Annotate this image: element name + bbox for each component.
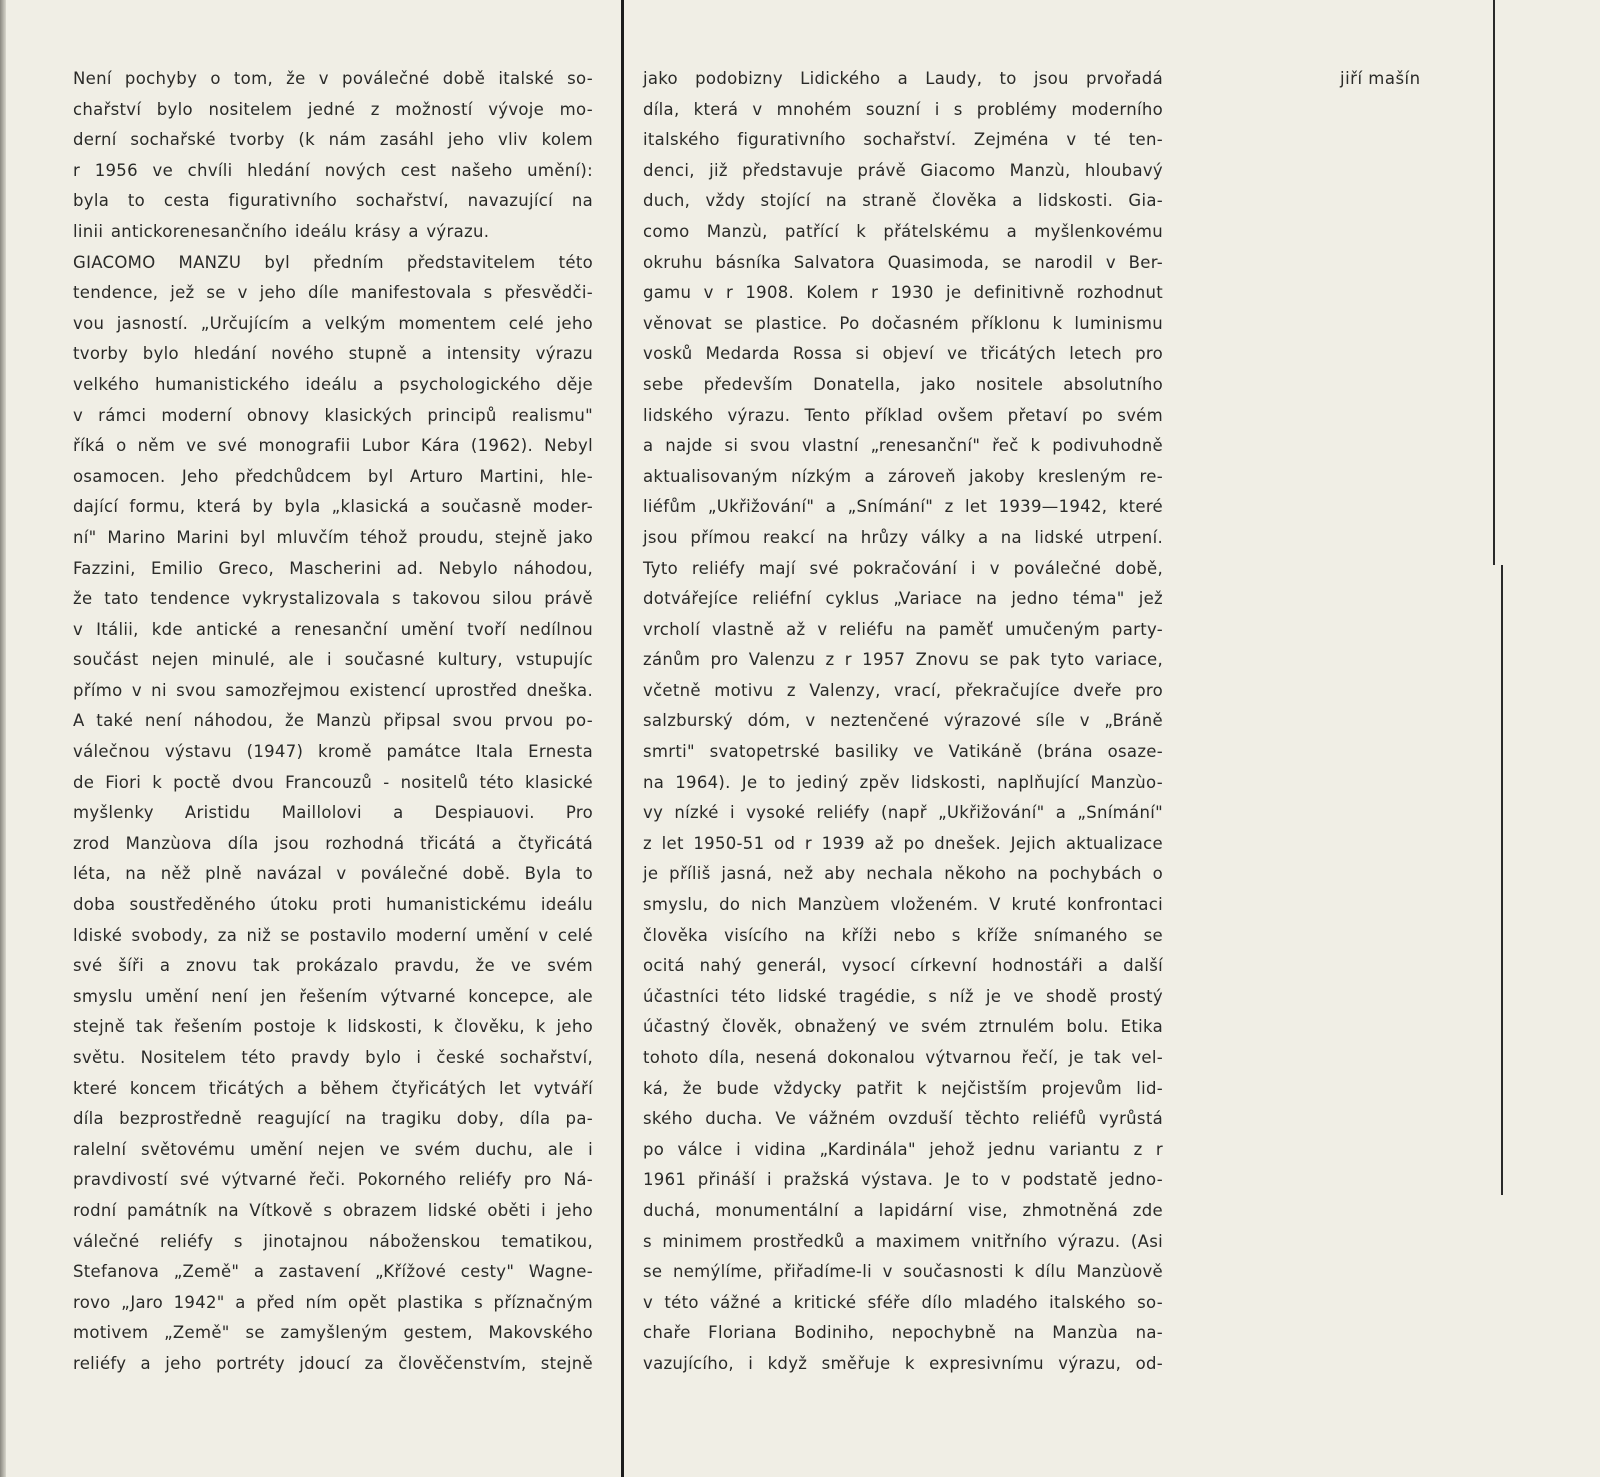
text-line: aktualisovaným nízkým a zároveň jakoby kresleným re- xyxy=(643,466,1163,486)
text-line: ká, že bude vždycky patřit k nejčistším projevům lid- xyxy=(643,1078,1163,1098)
text-line: se nemýlíme, přiřadíme-li v současnosti k dílu Manzùově xyxy=(643,1262,1163,1282)
text-line: Tyto reliéfy mají své pokračování i v poválečné době, xyxy=(643,558,1163,578)
text-line: salzburský dóm, v neztenčené výrazové síle v „Bráně xyxy=(643,711,1163,731)
text-line: A také není náhodou, že Manzù připsal svou prvou po- xyxy=(73,711,593,731)
text-line: že tato tendence vykrystalizovala s takovou silou právě xyxy=(73,589,593,609)
text-line: které koncem třicátých a během čtyřicátých let vytváří xyxy=(73,1078,593,1098)
text-line: z let 1950-51 od r 1939 až po dnešek. Jejich aktualizace xyxy=(643,833,1163,853)
text-line: vosků Medarda Rossa si objeví ve třicátých letech pro xyxy=(643,344,1163,364)
text-line: účastný člověk, obnažený ve svém ztrnulém bolu. Etika xyxy=(643,1017,1163,1037)
text-line: myšlenky Aristidu Maillolovi a Despiauovi. Pro xyxy=(73,803,593,823)
text-line: denci, již představuje právě Giacomo Manzù, hloubavý xyxy=(643,160,1163,180)
text-line: byla to cesta figurativního sochařství, navazující na xyxy=(73,191,593,211)
text-line: lidského výrazu. Tento příklad ovšem přetaví po svém xyxy=(643,405,1163,425)
text-line: ralelní světovému umění nejen ve svém duchu, ale i xyxy=(73,1139,593,1159)
text-line: zrod Manzùova díla jsou rozhodná třicátá a čtyřicátá xyxy=(73,833,593,853)
text-line: chařství bylo nositelem jedné z možností vývoje mo- xyxy=(73,99,593,119)
text-line: motivem „Země" se zamyšleným gestem, Makovského xyxy=(73,1323,593,1343)
text-line: velkého humanistického ideálu a psychologického děje xyxy=(73,374,593,394)
text-line: liéfům „Ukřižování" a „Snímání" z let 1939—1942, které xyxy=(643,497,1163,517)
text-line: ní" Marino Marini byl mluvčím téhož proudu, stejně jako xyxy=(73,527,593,547)
text-line: účastníci této lidské tragédie, s níž je ve shodě prostý xyxy=(643,986,1163,1006)
text-line: dající formu, která by byla „klasická a současně moder- xyxy=(73,497,593,517)
text-line: vrcholí vlastně až v reliéfu na paměť umučeným party- xyxy=(643,619,1163,639)
text-line: italského figurativního sochařství. Zejména v té ten- xyxy=(643,130,1163,150)
text-line: jsou přímou reakcí na hrůzy války a na lidské utrpení. xyxy=(643,527,1163,547)
text-line: věnovat se plastice. Po dočasném příklonu k luminismu xyxy=(643,313,1163,333)
text-line: rovo „Jaro 1942" a před ním opět plastika s příznačným xyxy=(73,1292,593,1312)
text-line: reliéfy a jeho portréty jdoucí za člověčenstvím, stejně xyxy=(73,1353,593,1373)
text-line: 1961 přináší i pražská výstava. Je to v podstatě jedno- xyxy=(643,1170,1163,1190)
text-line: v této vážné a kritické sféře dílo mladého italského so- xyxy=(643,1292,1163,1312)
text-line: válečné reliéfy s jinotajnou náboženskou tematikou, xyxy=(73,1231,593,1251)
text-line: tvorby bylo hledání nového stupně a intensity výrazu xyxy=(73,344,593,364)
text-line: r 1956 ve chvíli hledání nových cest našeho umění): xyxy=(73,160,593,180)
text-line: sebe především Donatella, jako nositele absolutního xyxy=(643,374,1163,394)
text-line: přímo v ni svou samozřejmou existencí uprostřed dneška. xyxy=(73,680,593,700)
text-line: GIACOMO MANZU byl předním představitelem této xyxy=(73,252,593,272)
margin-rule-upper xyxy=(1493,0,1495,565)
text-line: tendence, jež se v jeho díle manifestovala s přesvědči- xyxy=(73,283,593,303)
text-line: duchá, monumentální a lapidární vise, zhmotněná zde xyxy=(643,1200,1163,1220)
text-line: chaře Floriana Bodiniho, nepochybně na Manzùa na- xyxy=(643,1323,1163,1343)
margin-rule-lower xyxy=(1501,565,1503,1195)
page-edge-shadow xyxy=(0,0,6,1477)
text-line: zánům pro Valenzu z r 1957 Znovu se pak tyto variace, xyxy=(643,650,1163,670)
text-line: válečnou výstavu (1947) kromě památce Itala Ernesta xyxy=(73,742,593,762)
text-line: říká o něm ve své monografii Lubor Kára (1962). Nebyl xyxy=(73,436,593,456)
text-line: člověka visícího na kříži nebo s kříže snímaného se xyxy=(643,925,1163,945)
page-spine-divider xyxy=(621,0,624,1477)
author-name: jiří mašín xyxy=(1340,69,1421,88)
text-line: jako podobizny Lidického a Laudy, to jsou prvořadá xyxy=(643,69,1163,88)
text-line: součást nejen minulé, ale i současné kultury, vstupujíc xyxy=(73,650,593,670)
text-line: díla bezprostředně reagující na tragiku doby, díla pa- xyxy=(73,1109,593,1129)
text-line: smrti" svatopetrské basiliky ve Vatikáně (brána osaze- xyxy=(643,742,1163,762)
right-text-column xyxy=(643,64,1163,1380)
text-line: a najde si svou vlastní „renesanční" řeč k podivuhodně xyxy=(643,436,1163,456)
text-line: světu. Nositelem této pravdy bylo i české sochařství, xyxy=(73,1048,593,1067)
text-line: v rámci moderní obnovy klasických principů realismu" xyxy=(73,405,593,425)
text-line: linii antickorenesančního ideálu krásy a výrazu. xyxy=(73,221,490,241)
text-line: Fazzini, Emilio Greco, Mascherini ad. Nebylo náhodou, xyxy=(73,558,593,578)
text-line: ldiské svobody, za niž se postavilo moderní umění v celé xyxy=(73,925,593,945)
left-text-column xyxy=(73,64,593,1380)
text-line: včetně motivu z Valenzy, vrací, překračujíce dveře pro xyxy=(643,680,1163,700)
text-line: doba soustředěného útoku proti humanistickému ideálu xyxy=(73,895,593,915)
text-line: gamu v r 1908. Kolem r 1930 je definitivně rozhodnut xyxy=(643,283,1163,303)
text-line: v Itálii, kde antické a renesanční umění tvoří nedílnou xyxy=(73,619,593,639)
text-line: okruhu básníka Salvatora Quasimoda, se narodil v Ber- xyxy=(643,252,1163,272)
text-line: léta, na něž plně navázal v poválečné době. Byla to xyxy=(73,864,593,884)
text-line: po válce i vidina „Kardinála" jehož jednu variantu z r xyxy=(643,1139,1163,1159)
text-line: smyslu, do nich Manzùem vloženém. V kruté konfrontaci xyxy=(643,895,1163,915)
text-line: derní sochařské tvorby (k nám zasáhl jeho vliv kolem xyxy=(73,130,593,150)
text-line: de Fiori k poctě dvou Francouzů - nositelů této klasické xyxy=(73,772,593,792)
text-line: rodní památník na Vítkově s obrazem lidské oběti i jeho xyxy=(73,1200,593,1220)
text-line: je příliš jasná, než aby nechala někoho na pochybách o xyxy=(643,864,1163,884)
text-line: ocitá nahý generál, vysocí církevní hodnostáři a další xyxy=(643,956,1163,976)
text-line: smyslu umění není jen řešením výtvarné koncepce, ale xyxy=(73,986,593,1006)
text-line: pravdivostí své výtvarné řeči. Pokorného reliéfy pro Ná- xyxy=(73,1170,593,1190)
text-line: na 1964). Je to jediný zpěv lidskosti, naplňující Manzùo- xyxy=(643,772,1163,792)
text-line: vazujícího, i když směřuje k expresivnímu výrazu, od- xyxy=(643,1353,1163,1373)
text-line: duch, vždy stojící na straně člověka a lidskosti. Gia- xyxy=(643,191,1163,211)
text-line: vy nízké i vysoké reliéfy (např „Ukřižování" a „Snímání" xyxy=(643,803,1163,823)
text-line: díla, která v mnohém souzní i s problémy moderního xyxy=(643,99,1163,119)
text-line: své šíři a znovu tak prokázalo pravdu, že ve svém xyxy=(73,956,593,976)
text-line: stejně tak řešením postoje k lidskosti, k člověku, k jeho xyxy=(73,1017,593,1037)
text-line: osamocen. Jeho předchůdcem byl Arturo Martini, hle- xyxy=(73,466,593,486)
text-line: ského ducha. Ve vážném ovzduší těchto reliéfů vyrůstá xyxy=(643,1109,1163,1129)
text-line: dotvářejíce reliéfní cyklus „Variace na jedno téma" jež xyxy=(643,589,1163,609)
text-line: como Manzù, patřící k přátelskému a myšlenkovému xyxy=(643,221,1163,241)
text-line: tohoto díla, nesená dokonalou výtvarnou řečí, je tak vel- xyxy=(643,1048,1163,1067)
text-line: vou jasností. „Určujícím a velkým momentem celé jeho xyxy=(73,313,593,333)
text-line: s minimem prostředků a maximem vnitřního výrazu. (Asi xyxy=(643,1231,1163,1251)
text-line: Stefanova „Země" a zastavení „Křížové cesty" Wagne- xyxy=(73,1262,593,1282)
text-line: Není pochyby o tom, že v poválečné době italské so- xyxy=(73,69,593,88)
